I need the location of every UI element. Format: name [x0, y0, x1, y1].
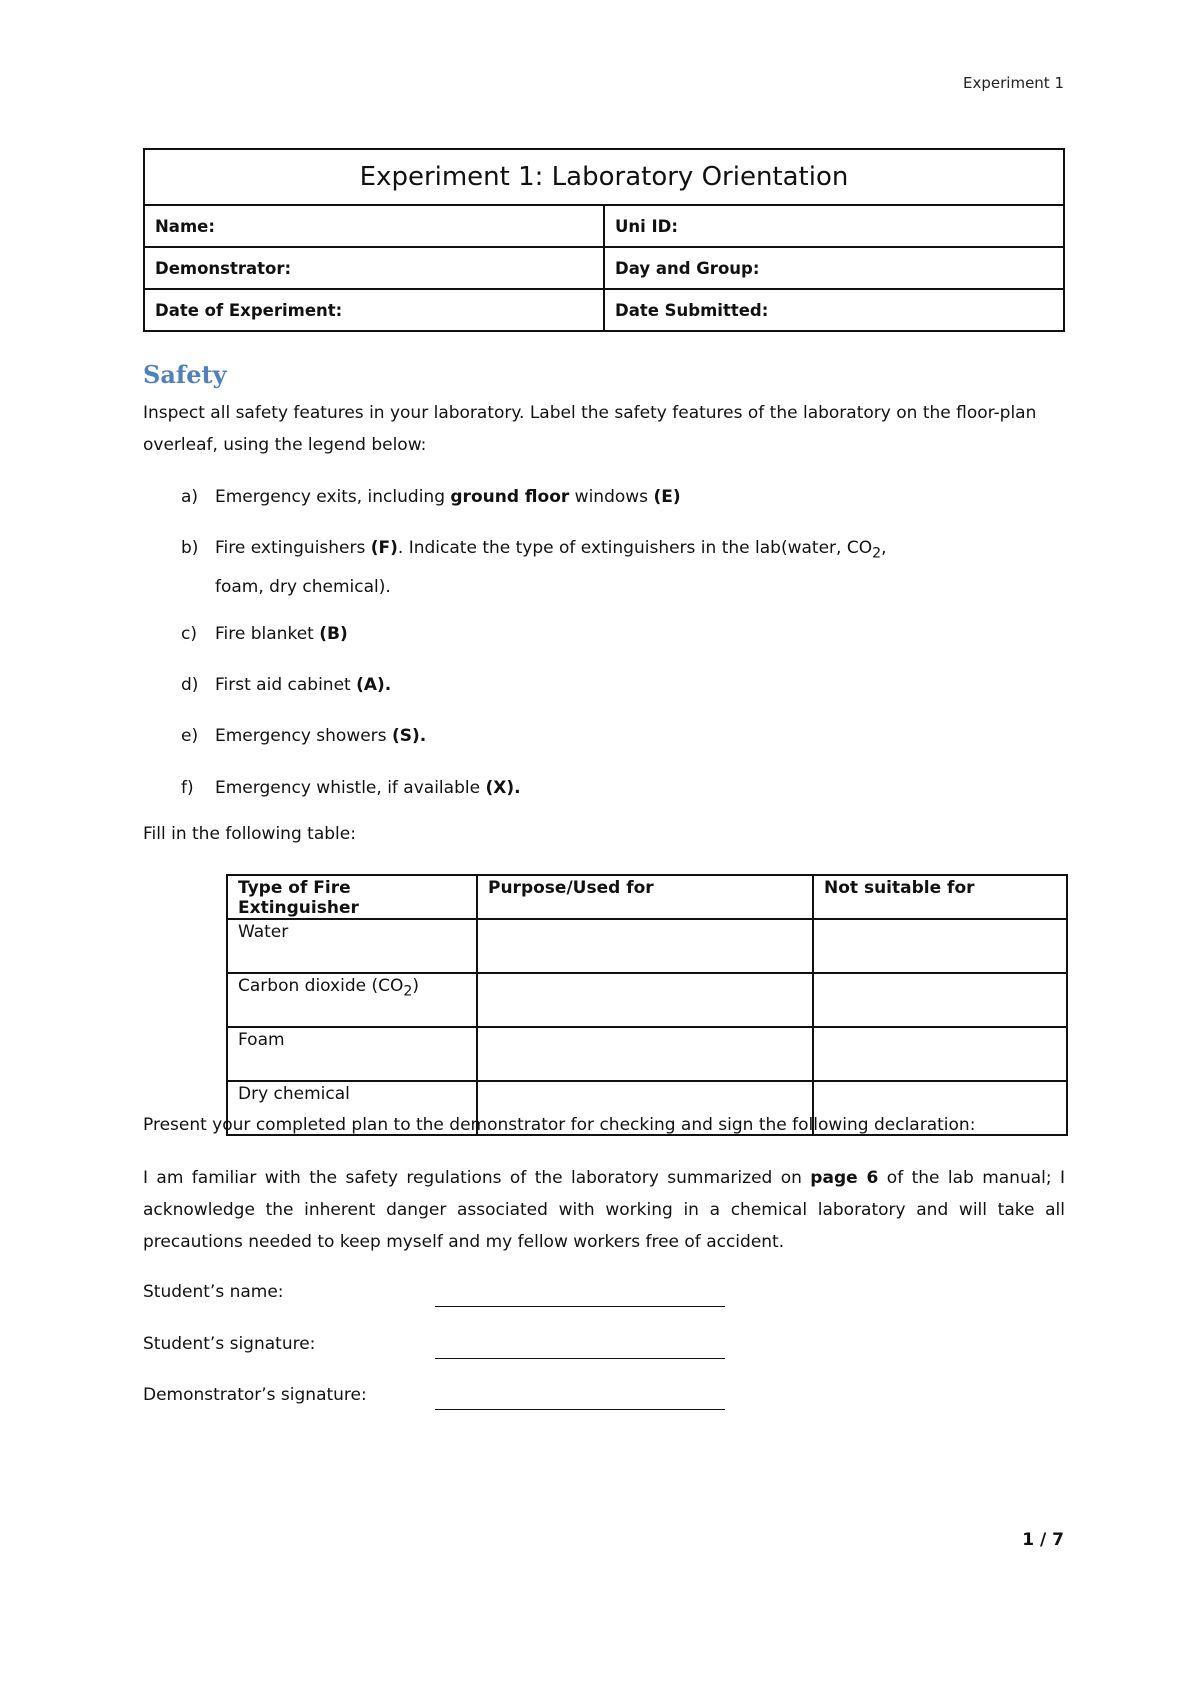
column-header: Purpose/Used for: [477, 875, 813, 919]
running-header: Experiment 1: [963, 74, 1064, 92]
uni-id-field-label: Uni ID:: [604, 205, 1064, 247]
legend-text: First aid cabinet (A).: [215, 675, 392, 695]
legend-marker: b): [181, 538, 199, 558]
legend-marker: d): [181, 675, 199, 695]
purpose-cell[interactable]: [477, 919, 813, 973]
day-group-field-label: Day and Group:: [604, 247, 1064, 289]
student-name-line[interactable]: [435, 1306, 725, 1307]
experiment-title: Experiment 1: Laboratory Orientation: [144, 149, 1064, 205]
date-submitted-field-label: Date Submitted:: [604, 289, 1064, 331]
legend-marker: c): [181, 624, 197, 644]
extinguisher-type-cell: Water: [227, 919, 477, 973]
demonstrator-signature-label: Demonstrator’s signature:: [143, 1385, 367, 1405]
date-experiment-field-label: Date of Experiment:: [144, 289, 604, 331]
student-name-label: Student’s name:: [143, 1282, 284, 1302]
demonstrator-field-label: Demonstrator:: [144, 247, 604, 289]
not-suitable-cell[interactable]: [813, 919, 1067, 973]
extinguisher-type-cell: Dry chemical: [227, 1081, 477, 1135]
not-suitable-cell[interactable]: [813, 1027, 1067, 1081]
demonstrator-signature-line[interactable]: [435, 1409, 725, 1410]
legend-text: Fire blanket (B): [215, 624, 348, 644]
table-header-row: [227, 875, 1067, 919]
extinguisher-type-cell: Carbon dioxide $(CO_2)$: [227, 973, 477, 1027]
present-plan-instruction: Present your completed plan to the demonstrator for checking and sign the following declaration:: [143, 1115, 976, 1135]
extinguisher-type-cell: Foam: [227, 1027, 477, 1081]
table-row: [227, 973, 1067, 1027]
legend-marker: f): [181, 778, 194, 798]
table-row: [227, 919, 1067, 973]
student-signature-line[interactable]: [435, 1358, 725, 1359]
legend-text: Emergency showers (S).: [215, 726, 427, 746]
table-row: [227, 1027, 1067, 1081]
safety-heading: Safety: [143, 360, 227, 389]
legend-marker: e): [181, 726, 199, 746]
legend-text: Emergency exits, including ground floor windows (E): [215, 487, 681, 507]
column-header: Not suitable for: [813, 875, 1067, 919]
purpose-cell[interactable]: [477, 973, 813, 1027]
safety-intro: Inspect all safety features in your laboratory. Label the safety features of the laboratory on the floor-plan overleaf, using the legend below:: [143, 403, 1037, 455]
page-number: 1 / 7: [1022, 1530, 1064, 1550]
extinguisher-table: [226, 874, 1068, 1136]
legend-text: Fire extinguishers (F). Indicate the type of extinguishers in the lab(water, $CO_2$, foam, dry chemical).: [215, 538, 887, 598]
purpose-cell[interactable]: [477, 1027, 813, 1081]
student-signature-label: Student’s signature:: [143, 1334, 316, 1354]
legend-marker: a): [181, 487, 199, 507]
declaration-text: I am familiar with the safety regulations of the laboratory summarized on page 6 of the lab manual; I acknowledge the inherent danger associated with working in a chemical laboratory and will take all precautions needed to keep myself and my fellow workers free of accident.: [143, 1168, 1066, 1252]
fill-table-instruction: Fill in the following table:: [143, 824, 356, 844]
legend-text: Emergency whistle, if available (X).: [215, 778, 521, 798]
name-field-label: Name:: [144, 205, 604, 247]
experiment-info-table: [143, 148, 1065, 332]
not-suitable-cell[interactable]: [813, 973, 1067, 1027]
column-header: Type of Fire Extinguisher: [227, 875, 477, 919]
